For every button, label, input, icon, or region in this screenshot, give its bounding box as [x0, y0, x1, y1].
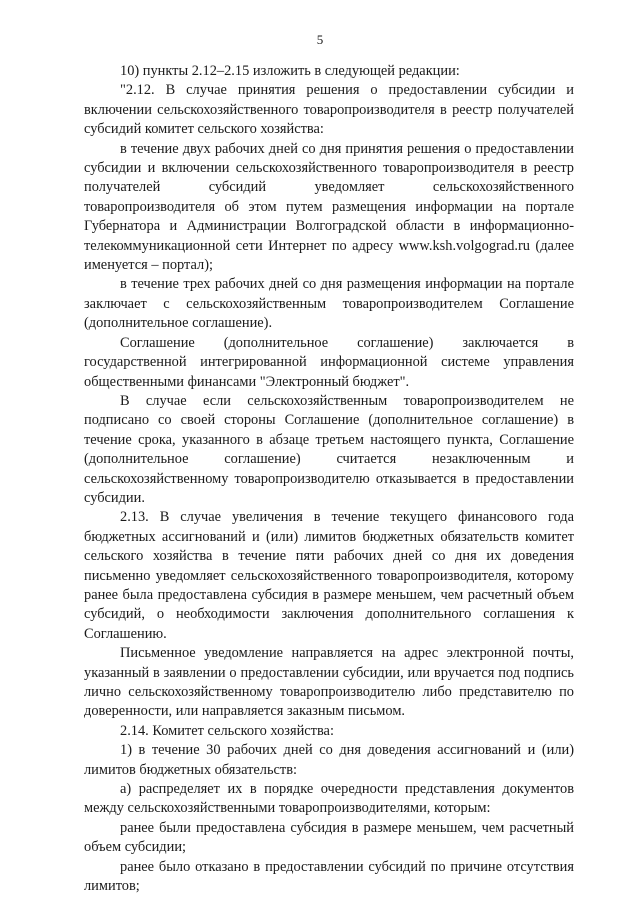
- paragraph: ранее было отказано в предоставлении субсидий по причине отсутствия лимитов;: [84, 858, 574, 895]
- paragraph: 2.14. Комитет сельского хозяйства:: [120, 722, 334, 739]
- paragraph: а) распределяет их в порядке очередности представления документов между сельскохозяйственными товаропроизводителями, которым:: [84, 781, 574, 817]
- paragraph: Письменное уведомление направляется на адрес электронной почты, указанный в заявлении о предоставлении субсидии, или вручается под подпись лично сельскохозяйственному товаропроизводителю либо представителю по доверенности, или направляется заказным письмом.: [84, 645, 574, 720]
- paragraph: 1) в течение 30 рабочих дней со дня доведения ассигнований и (или) лимитов бюджетных обязательств:: [84, 742, 574, 778]
- paragraph: "2.12. В случае принятия решения о предоставлении субсидии и включении сельскохозяйственного товаропроизводителя в реестр получателей субсидий комитет сельского хозяйства:: [84, 82, 574, 138]
- paragraph: 10) пункты 2.12–2.15 изложить в следующей редакции:: [120, 63, 460, 79]
- document-body: [84, 62, 574, 896]
- page-number: 5: [316, 32, 324, 47]
- paragraph: 2.13. В случае увеличения в течение текущего финансового года бюджетных ассигнований и (или) лимитов бюджетных обязательств комитет сельского хозяйства в течение пяти рабочих дней со дня их доведения письменно уведомляет сельскохозяйственного товаропроизводителя, которому ранее была предоставлена субсидия в размере меньшем, чем расчетный объем субсидий, о необходимости заключения дополнительного соглашения к Соглашению.: [84, 509, 574, 642]
- paragraph: Соглашение (дополнительное соглашение) заключается в государственной интегрированной информационной системе управления общественными финансами "Электронный бюджет".: [84, 334, 574, 390]
- paragraph: ранее были предоставлена субсидия в размере меньшем, чем расчетный объем субсидии;: [84, 819, 574, 856]
- paragraph: В случае если сельскохозяйственным товаропроизводителем не подписано со своей стороны Соглашение (дополнительное соглашение) в течение срока, указанного в абзаце третьем настоящего пункта, Соглашение (дополнительное соглашение) считается незаключенным и сельскохозяйственному товаропроизводителю отказывается в предоставлении субсидии.: [84, 392, 574, 506]
- paragraph: в течение двух рабочих дней со дня принятия решения о предоставлении субсидии и включении сельскохозяйственного товаропроизводителя в реестр получателей субсидий уведомляет сельскохозяйственного товаропроизводителя об этом путем размещения информации на портале Губернатора и Администрации Волгоградской области в информационно-телекоммуникационной сети Интернет по адресу www.ksh.volgograd.ru (далее именуется – портал);: [84, 140, 574, 274]
- paragraph: в течение трех рабочих дней со дня размещения информации на портале заключает с сельскохозяйственным товаропроизводителем Соглашение (дополнительное соглашение).: [84, 276, 574, 332]
